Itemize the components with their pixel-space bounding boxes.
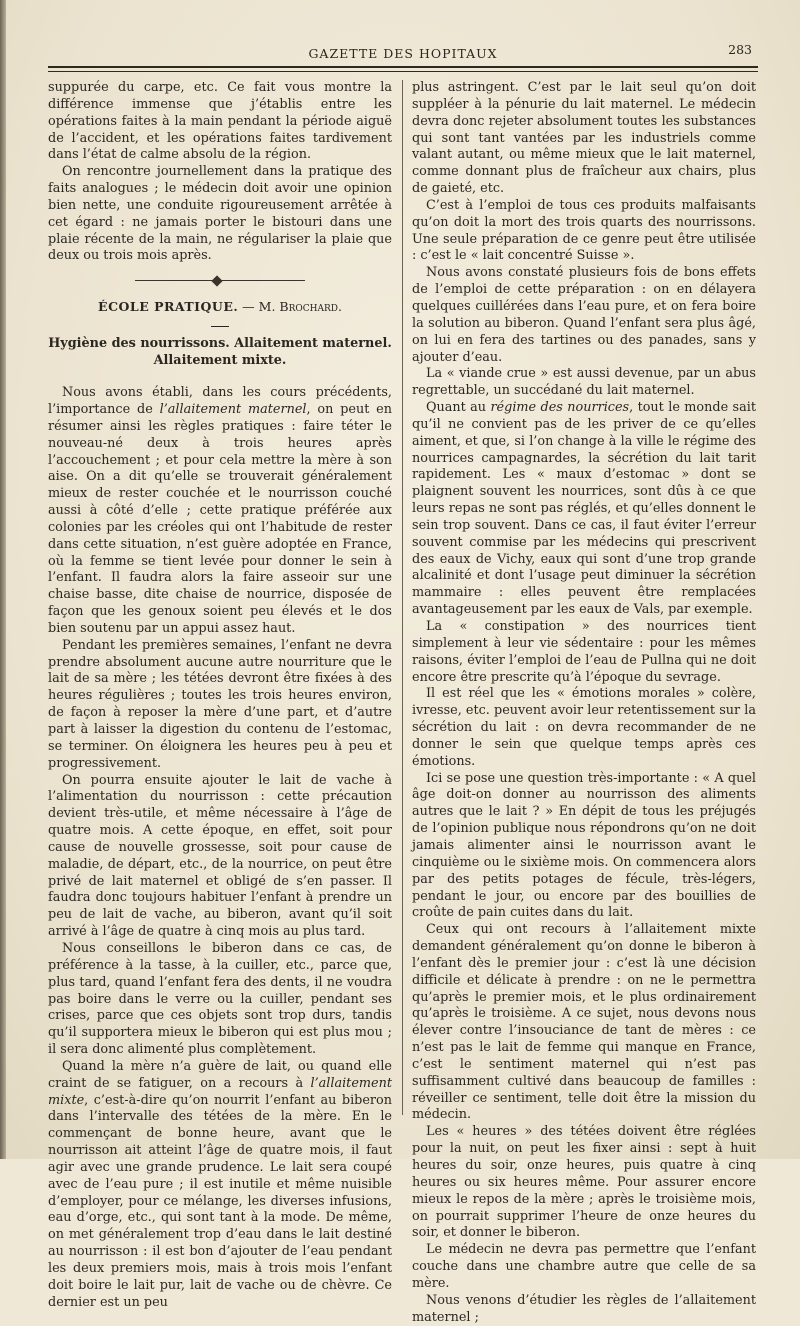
paragraph: suppurée du carpe, etc. Ce fait vous montre la différence immense que j’établis entre les opérations faites à la main pendant la période aiguë de l’accident, et les opérations faites tardivement dans l’état de calme absolu de la région. [48,80,392,163]
left-column [48,80,392,1312]
heading-dash [211,326,229,327]
article-title-line: Allaitement mixte. [153,353,287,369]
italic-term: l’allaitement maternel [159,401,307,417]
section-heading [48,299,392,316]
header-rule-thick [48,66,758,68]
right-column [412,80,756,1326]
paragraph: Le médecin ne devra pas permettre que l’enfant couche dans une chambre autre que celle de sa mère. [412,1242,756,1291]
page-binding-edge [0,0,6,1159]
paragraph: C’est à l’emploi de tous ces produits malfaisants qu’on doit la mort des trois quarts des nourrissons. Une seule préparation de ce genre peut être utilisée : c’est le « lait concentré Suisse ». [412,197,756,264]
page-header [48,40,758,62]
paragraph: Nous avons constaté plusieurs fois de bons effets de l’emploi de cette préparation : on en délayera quelques cuillérées dans l’eau pure, et on fera boire la solution au biberon. Quand l’enfant sera plus âgé, on lui en fera des tartines ou des panades, sans y ajouter d’eau. [412,265,756,365]
paragraph: plus astringent. C’est par le lait seul qu’on doit suppléer à la pénurie du lait maternel. Le médecin devra donc rejeter absolument toutes les substances qui sont tant vantées par les industriels comme valant autant, ou même mieux que le lait maternel, comme donnant plus de fraîcheur aux chairs, plus de gaieté, etc. [412,80,756,197]
paragraph: On pourra ensuite ajouter le lait de vache à l’alimentation du nourrisson : cette précaution devient très-utile, et même nécessaire à l’âge de quatre mois. A cette époque, en effet, soit pour cause de nouvelle grossesse, soit pour cause de maladie, de départ, etc., de la nourrice, on peut être privé de lait maternel et obligé de s’en passer. Il faudra donc toujours habituer l’enfant à prendre un peu de lait de vache, au biberon, avant qu’il soit arrivé à l’âge de quatre à cinq mois au plus tard. [48,772,392,940]
text-run: , on peut en résumer ainsi les règles pratiques : faire téter le nouveau-né deux à trois heures après l’accouchement ; et pour cela mettre la mère à son aise. On a dit qu’elle se trouverait généralement mieux de rester couchée et le nourrisson couché aussi à côté d’elle ; cette pratique préférée aux colonies par les créoles qui ont l’habitude de rester dans cette situation, n’est guère adoptée en France, où la femme se tient levée pour donner le sein à l’enfant. Il faudra alors la faire asseoir sur une chaise basse, dite chaise de nourrice, disposée de façon que les genoux soient peu élevés et le dos bien soutenu par un appui assez haut. [48,401,393,636]
paragraph [412,400,756,619]
ornament-diamond-icon [211,276,222,287]
paragraph: Nous venons d’étudier les règles de l’allaitement maternel ; [412,1292,756,1325]
journal-title: GAZETTE DES HOPITAUX [308,46,498,61]
text-run: Quand la mère n’a guère de lait, ou quand elle craint de se fatiguer, on a recours à [48,1058,392,1091]
page-number: 283 [728,42,752,57]
italic-term: régime des nourrices [490,400,630,416]
article-title-line: Hygiène des nourrissons. Allaitement maternel. [48,336,392,352]
paragraph: La « constipation » des nourrices tient simplement à leur vie sédentaire : pour les mêmes raisons, éviter l’emploi de l’eau de Pullna qui ne doit encore être prescrite qu’à l’époque du sevrage. [412,619,756,685]
article-title [48,335,392,369]
paragraph [48,385,392,638]
paragraph: Il est réel que les « émotions morales » colère, ivresse, etc. peuvent avoir leur retentissement sur la sécrétion du lait : on devra recommander de ne donner le sein que quelque temps après ces émotions. [412,686,756,769]
paragraph: Les « heures » des tétées doivent être réglées pour la nuit, on peut les fixer ainsi : sept à huit heures du soir, onze heures, puis quatre à cinq heures ou six heures même. Pour assurer encore mieux le repos de la mère ; après le troisième mois, on pourrait supprimer l’heure de onze heures du soir, et donner le biberon. [412,1124,756,1241]
section-name: ÉCOLE PRATIQUE. [98,299,239,315]
text-run: Nous avons établi, dans les cours précédents, l’importance de [48,385,392,417]
text-run: Quant au [426,400,491,416]
paragraph: Nous conseillons le biberon dans ce cas, de préférence à la tasse, à la cuiller, etc., parce que, plus tard, quand l’enfant fera des dents, il ne voudra pas boire dans le verre ou la cuiller, pendant ses crises, parce que ces objets sont trop durs, tandis qu’il supportera mieux le biberon qui est plus mou ; il sera donc alimenté plus complètement. [48,940,392,1058]
section-divider-ornament [135,277,305,285]
paragraph: On rencontre journellement dans la pratique des faits analogues ; le médecin doit avoir une opinion bien nette, une conduite rigoureusement arrêtée à cet égard : ne jamais porter le bistouri dans une plaie récente de la main, ne régulariser la plaie que deux ou trois mois après. [48,164,392,264]
paragraph: La « viande crue » est aussi devenue, par un abus regrettable, un succédané du lait maternel. [412,366,756,399]
paragraph: Ceux qui ont recours à l’allaitement mixte demandent généralement qu’on donne le biberon à l’enfant dès le premier jour : c’est là une décision difficile et délicate à prendre : on ne le permettra qu’après le premier mois, et le plus ordinairement qu’après le troisième. A ce sujet, nous devons nous élever contre l’insouciance de tant de mères : ce n’est pas le lait de femme qui manque en France, c’est le sentiment maternel qui n’est pas suffisamment cultivé dans beaucoup de familles : réveiller ce sentiment, telle doit être la mission du médecin. [412,922,756,1123]
column-divider [402,80,403,1115]
header-rule-thin [48,71,758,72]
text-run: , tout le monde sait qu’il ne convient pas de les priver de ce qu’elles aiment, et que, si l’on change à la ville le régime des nourrices campagnardes, la sécrétion du lait tarit rapidement. Les « maux d’estomac » dont se plaignent souvent les nourrices, sont dûs à ce que leurs repas ne sont pas réglés, et qu’elles donnent le sein trop souvent. Dans ce cas, il faut éviter l’erreur souvent commise par les médecins qui prescrivent des eaux de Vichy, eaux qui sont d’une trop grande alcalinité et dont l’usage peut diminuer la sécrétion mammaire : elles peuvent être remplacées avantageusement par les eaux de Vals, par exemple. [412,400,756,618]
paragraph: Pendant les premières semaines, l’enfant ne devra prendre absolument aucune autre nourriture que le lait de sa mère ; les tétées devront être fixées à des heures régulières ; toutes les trois heures environ, de façon à reposer la mère d’une part, et d’autre part à laisser la digestion du contenu de l’estomac, se terminer. On éloignera les heures peu à peu et progressivement. [48,637,392,771]
paragraph: Ici se pose une question très-importante : « A quel âge doit-on donner au nourrisson des aliments autres que le lait ? » En dépit de tous les préjugés de l’opinion publique nous répondrons qu’on ne doit jamais alimenter ainsi le nourrisson avant le cinquième ou le sixième mois. On commencera alors par des petits potages de fécule, très-légers, pendant le jour, ou encore par des bouillies de croûte de pain cuites dans du lait. [412,770,756,921]
text-run: , c’est-à-dire qu’on nourrit l’enfant au biberon dans l’intervalle des tétées de la mère. En le commençant de bonne heure, avant que le nourrisson ait atteint l’âge de quatre mois, il faut agir avec une grande prudence. Le lait sera coupé avec de l’eau pure ; il est inutile et même nuisible d’employer, pour ce mélange, les diverses infusions, eau d’orge, etc., qui sont tant à la mode. De même, on met généralement trop d’eau dans le lait destiné au nourrisson : il est bon d’ajouter de l’eau pendant les deux premiers mois, mais à trois mois l’enfant doit boire le lait pur, lait de vache ou de chèvre. Ce dernier est un peu [48,1092,392,1310]
section-author: — M. Brochard. [238,299,342,315]
italic-term: l’allaitement mixte [48,1075,392,1108]
paragraph [48,1059,392,1312]
